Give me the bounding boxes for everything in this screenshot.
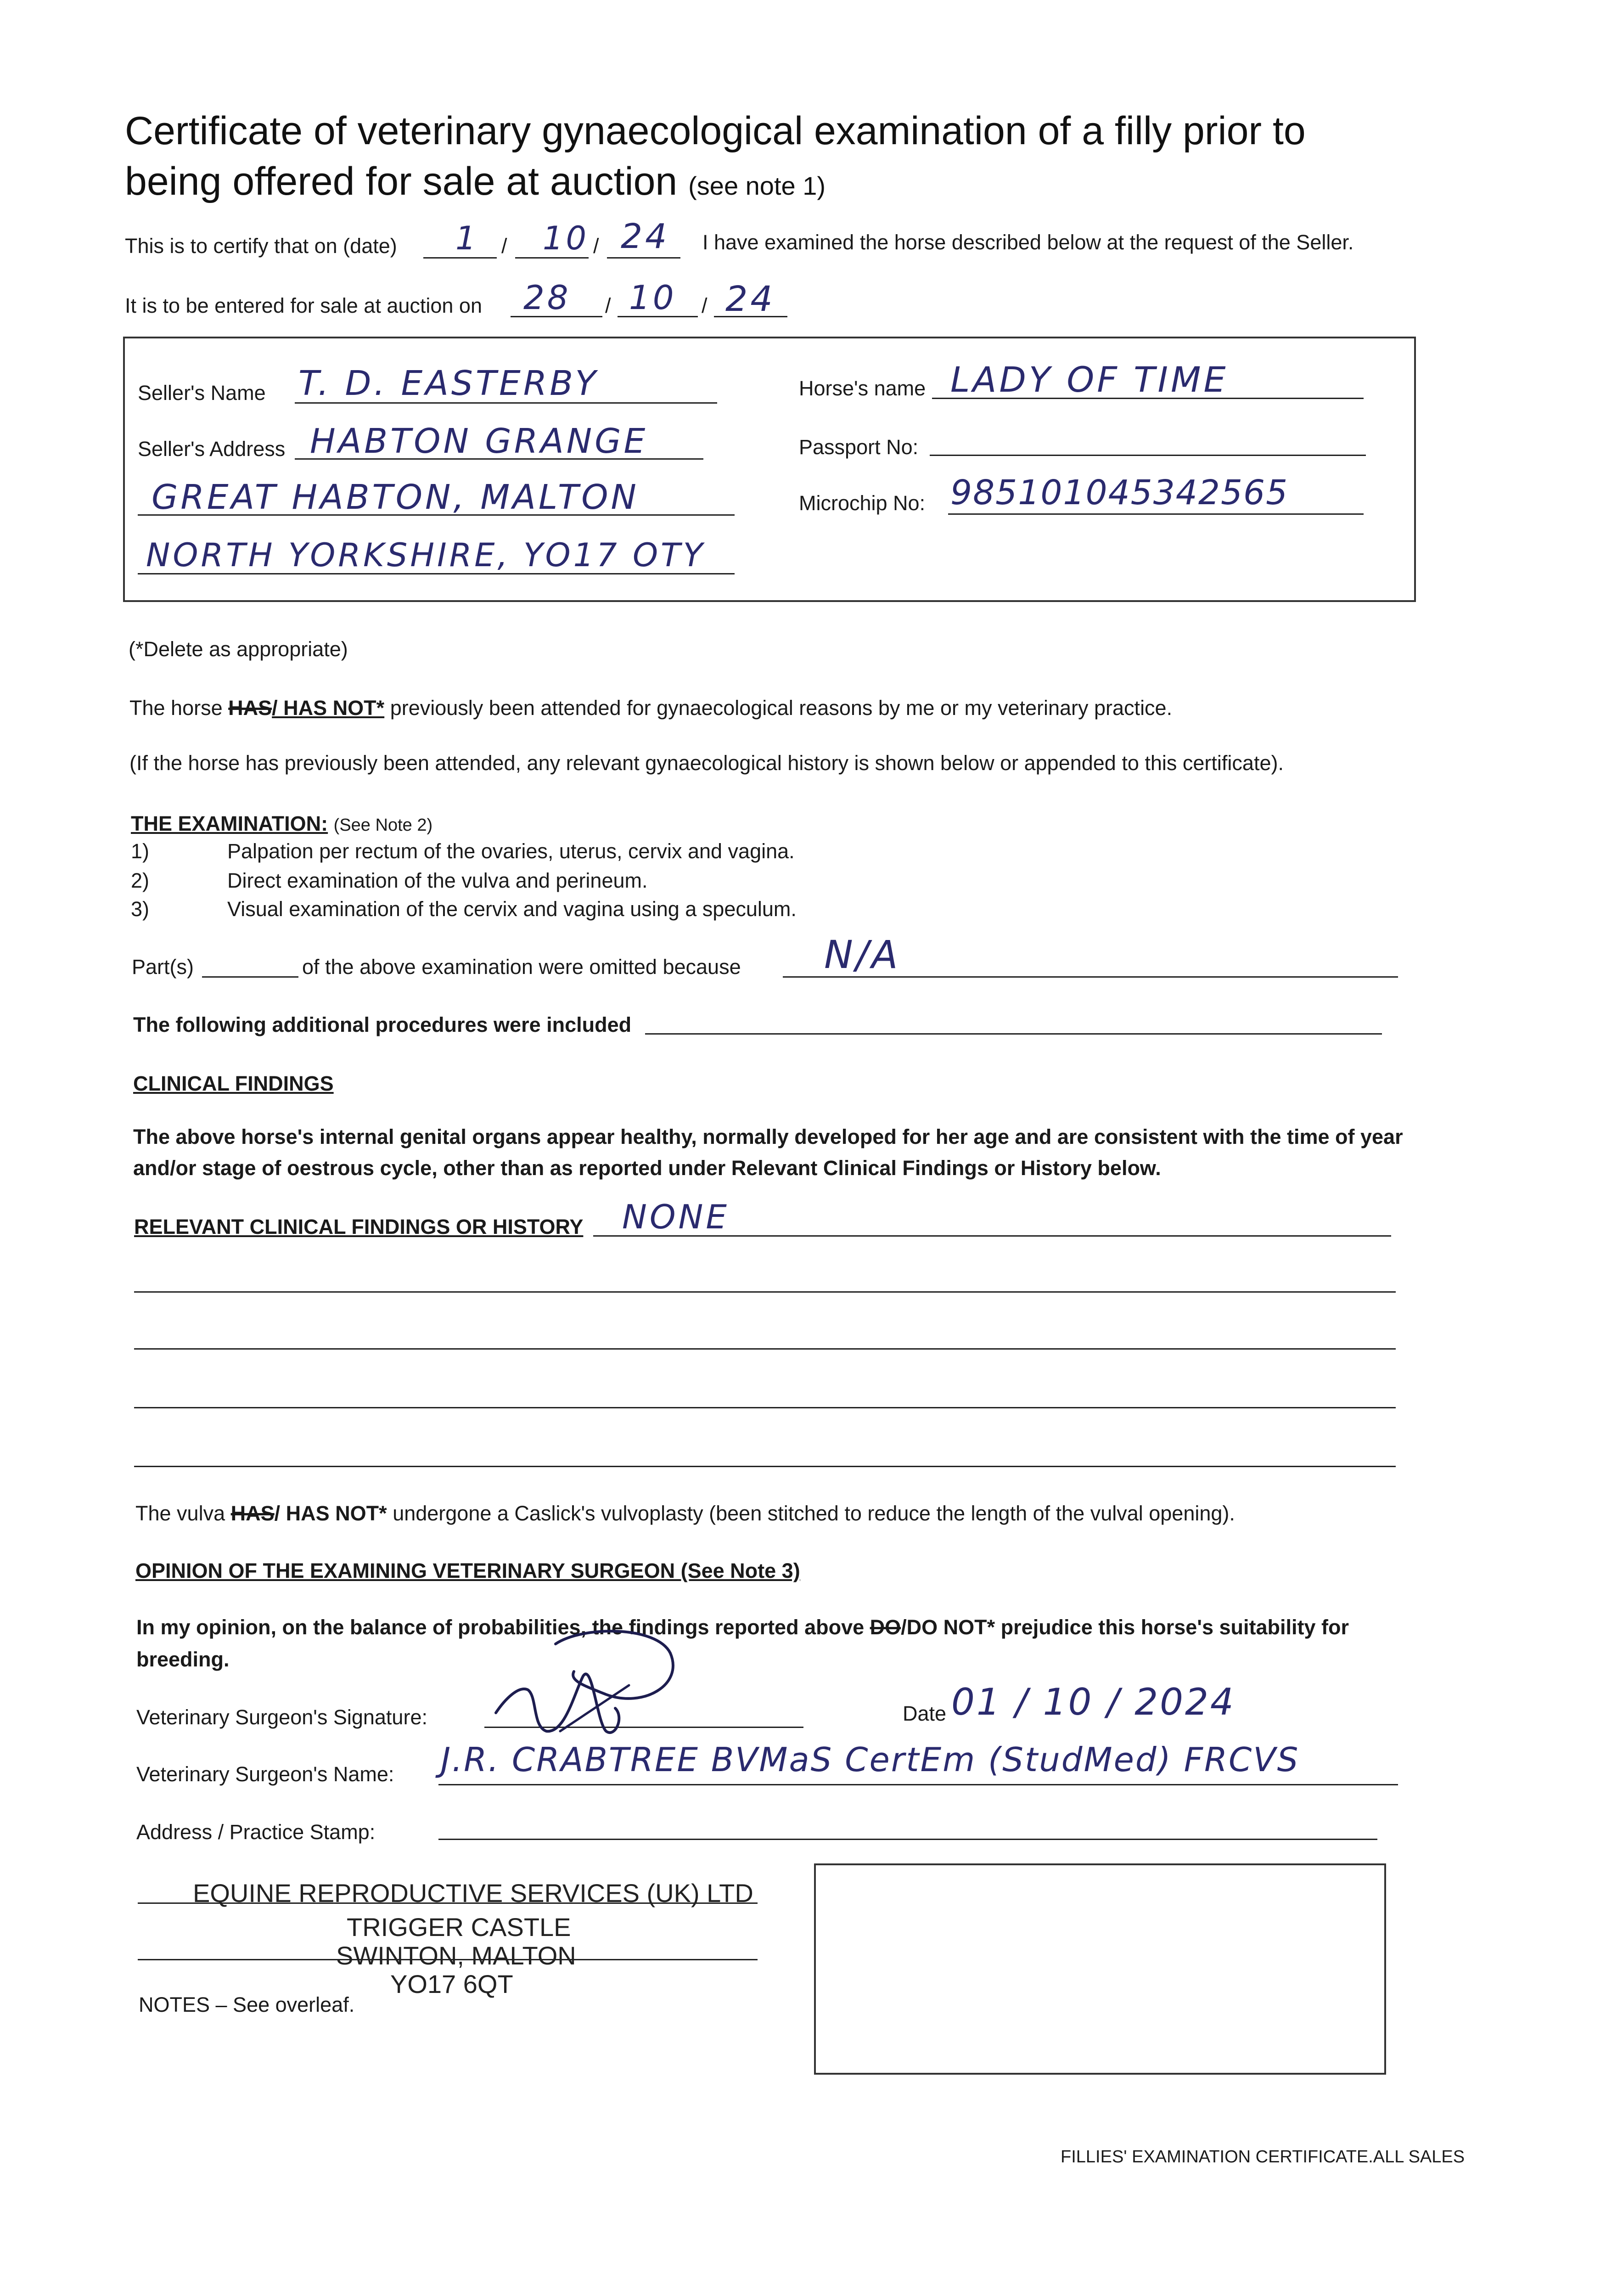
omitted-parts-line [202,976,298,978]
certify-sep1: / [501,234,507,258]
auction-month[interactable]: 10 [629,278,677,317]
additional-label: The following additional procedures were included [133,1013,632,1036]
vulva-has-option[interactable]: HAS [230,1502,275,1525]
relevant-findings-label: RELEVANT CLINICAL FINDINGS OR HISTORY [134,1215,584,1238]
omitted-middle: of the above examination were omitted because [302,955,741,979]
attended-line [129,696,1172,720]
seller-address-value1[interactable]: HABTON GRANGE [310,422,648,461]
microchip-value[interactable]: 985101045342565 [950,473,1289,512]
clinical-heading: CLINICAL FINDINGS [133,1072,334,1095]
certify-month[interactable]: 10 [543,219,590,257]
date-value[interactable]: 01 / 10 / 2024 [951,1681,1236,1723]
microchip-line [948,513,1364,515]
vet-name-label: Veterinary Surgeon's Name: [136,1762,394,1786]
title-note: (see note 1) [688,171,826,200]
passport-label: Passport No: [799,435,919,459]
footer-text: FILLIES' EXAMINATION CERTIFICATE.ALL SALES [1061,2147,1465,2167]
vet-name-value[interactable]: J.R. CRABTREE BVMaS CertEm (StudMed) FRCVS [441,1740,1300,1779]
opinion-text-1a: In my opinion, on the balance of probabilities, the findings reported above [136,1615,865,1639]
omitted-reason-value[interactable]: N/A [824,932,901,977]
horse-name-label: Horse's name [799,377,926,400]
vulva-has-not-option[interactable]: / HAS NOT* [274,1502,387,1525]
auction-sep1: / [605,294,611,317]
relevant-findings-line-2 [134,1291,1396,1293]
certify-sep2: / [593,234,599,258]
delete-note: (*Delete as appropriate) [129,637,348,661]
seller-name-value[interactable]: T. D. EASTERBY [298,364,599,403]
date-label: Date [903,1702,947,1725]
practice-address-label: Address / Practice Stamp: [136,1820,376,1844]
signature-label: Veterinary Surgeon's Signature: [136,1705,427,1729]
certificate-title-line1: Certificate of veterinary gynaecological examination of a filly prior to [125,109,1306,153]
attended-prefix: The horse [129,696,223,720]
examination-heading: THE EXAMINATION: [131,812,328,835]
stamp-postcode: YO17 6QT [390,1970,513,1998]
vet-name-line [438,1784,1398,1785]
relevant-findings-value[interactable]: NONE [622,1198,730,1236]
certify-month-line [515,257,589,259]
vulva-prefix: The vulva [135,1502,225,1525]
examination-note: (See Note 2) [333,816,433,835]
exam-item-3-num: 3) [131,897,150,921]
attended-suffix: previously been attended for gynaecological reasons by me or my veterinary practice. [390,696,1173,720]
opinion-line-2: breeding. [136,1648,230,1671]
microchip-label: Microchip No: [799,491,926,515]
horse-name-value[interactable]: LADY OF TIME [950,359,1229,400]
exam-item-2-text: Direct examination of the vulva and perineum. [227,869,648,892]
vulva-suffix: undergone a Caslick's vulvoplasty (been stitched to reduce the length of the vulval opening). [393,1502,1235,1525]
opinion-line-1 [136,1615,1349,1639]
opinion-heading: OPINION OF THE EXAMINING VETERINARY SURGEON (See Note 3) [135,1559,800,1582]
exam-item-2-num: 2) [131,869,150,892]
notes-text: NOTES – See overleaf. [139,1993,355,2016]
passport-line [930,455,1366,456]
practice-address-line [438,1839,1377,1840]
certificate-title-line2 [125,156,826,211]
attended-has-not-option[interactable]: / HAS NOT* [272,696,385,720]
practice-stamp-box[interactable] [814,1863,1386,2075]
additional-line [645,1033,1382,1035]
relevant-findings-line-4 [134,1407,1396,1408]
clinical-text-2: and/or stage of oestrous cycle, other than as reported under Relevant Clinical Findings or History below. [133,1156,1161,1180]
relevant-findings-line-5 [134,1466,1396,1467]
signature-drawing[interactable] [477,1616,707,1754]
seller-address-value3[interactable]: NORTH YORKSHIRE, YO17 OTY [146,536,706,574]
certify-day[interactable]: 1 [455,219,479,257]
opinion-text-1b: /DO NOT* prejudice this horse's suitability for [901,1615,1349,1639]
stamp-company: EQUINE REPRODUCTIVE SERVICES (UK) LTD [193,1879,753,1908]
opinion-do-option[interactable]: DO [870,1615,901,1639]
auction-sep2: / [702,294,708,317]
certify-day-line [423,257,497,259]
certify-year-line [607,257,680,259]
seller-address-label: Seller's Address [138,437,286,461]
attended-has-option[interactable]: HAS [228,696,272,720]
title-line2-text: being offered for sale at auction [125,159,678,203]
stamp-building: TRIGGER CASTLE [347,1913,571,1941]
exam-item-1-text: Palpation per rectum of the ovaries, uterus, cervix and vagina. [227,839,795,863]
certify-year[interactable]: 24 [621,217,670,256]
exam-item-3-text: Visual examination of the cervix and vagina using a speculum. [227,897,797,921]
omitted-prefix: Part(s) [132,955,194,979]
auction-prefix: It is to be entered for sale at auction on [125,294,482,317]
vulva-line [135,1502,1235,1525]
certify-prefix: This is to certify that on (date) [125,234,397,258]
auction-year[interactable]: 24 [725,278,775,319]
certify-suffix: I have examined the horse described below at the request of the Seller. [702,231,1354,254]
examination-heading-row [131,812,432,836]
exam-item-1-num: 1) [131,839,150,863]
seller-name-label: Seller's Name [138,381,266,405]
auction-day[interactable]: 28 [523,278,571,317]
clinical-text-1: The above horse's internal genital organs appear healthy, normally developed for her age and are consistent with the time of year [133,1125,1403,1148]
relevant-findings-line-3 [134,1348,1396,1350]
seller-address-value2[interactable]: GREAT HABTON, MALTON [152,478,639,517]
history-note: (If the horse has previously been attended, any relevant gynaecological history is shown below or appended to this certificate). [129,751,1284,775]
stamp-town: SWINTON, MALTON [336,1941,576,1970]
